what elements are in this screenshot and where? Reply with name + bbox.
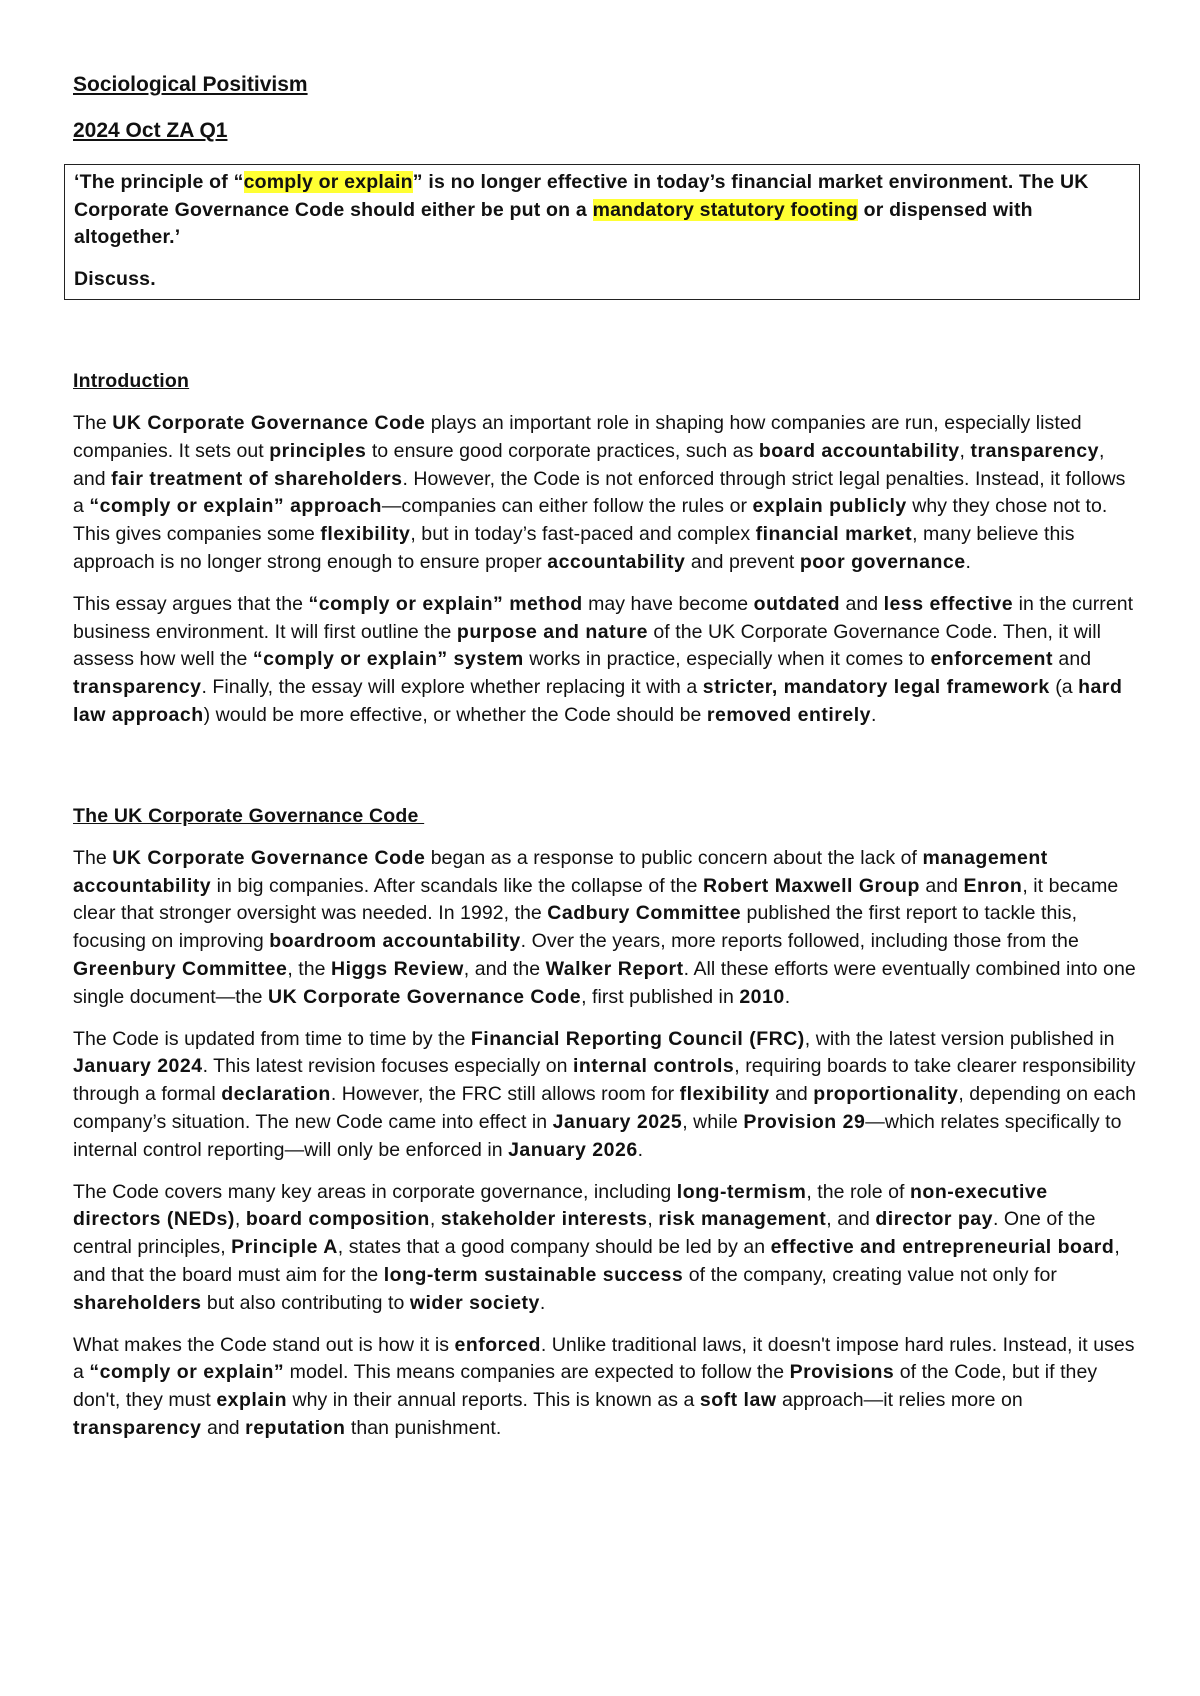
question-text: ‘The principle of “comply or explain” is no longer effective in today’s financial market environment. The UK Corporate Governance Code should either be put on a mandatory statutory footing or dispensed with altogether.’	[74, 171, 1089, 248]
paragraph-code-updates: The Code is updated from time to time by the Financial Reporting Council (FRC), with the latest version published in January 2024. This latest revision focuses especially on internal controls, requiring boards to take clearer responsibility through a formal declaration. However, the FRC still allows room for flexibility and proportionality, depending on each company’s situation. The new Code came into effect in January 2025, while Provision 29—which relates specifically to internal control reporting—will only be enforced in January 2026.	[73, 1027, 1137, 1161]
paragraph-intro-2: This essay argues that the “comply or explain” method may have become outdated and less effective in the current business environment. It will first outline the purpose and nature of the UK Corporate Governance Code. Then, it will assess how well the “comply or explain” system works in practice, especially when it comes to enforcement and transparency. Finally, the essay will explore whether replacing it with a stricter, mandatory legal framework (a hard law approach) would be more effective, or whether the Code should be removed entirely.	[73, 592, 1134, 726]
paragraph-code-history: The UK Corporate Governance Code began as a response to public concern about the lack of management accountability in big companies. After scandals like the collapse of the Robert Maxwell Group and Enron, it became clear that stronger oversight was needed. In 1992, the Cadbury Committee published the first report to tackle this, focusing on improving boardroom accountability. Over the years, more reports followed, including those from the Greenbury Committee, the Higgs Review, and the Walker Report. All these efforts were eventually combined into one single document—the UK Corporate Governance Code, first published in 2010.	[73, 846, 1136, 1008]
question-instruction: Discuss.	[74, 267, 156, 290]
document-title: Sociological Positivism	[73, 73, 308, 96]
question-box	[64, 164, 1140, 300]
section-heading-uk-code: The UK Corporate Governance Code	[73, 804, 425, 827]
highlight-comply-or-explain: comply or explain	[243, 171, 413, 193]
paragraph-code-areas: The Code covers many key areas in corporate governance, including long-termism, the role of non-executive directors (NEDs), board composition, stakeholder interests, risk management, and director pay. One of the central principles, Principle A, states that a good company should be led by an effective and entrepreneurial board, and that the board must aim for the long-term sustainable success of the company, creating value not only for shareholders but also contributing to wider society.	[73, 1180, 1120, 1314]
question-reference: 2024 Oct ZA Q1	[73, 119, 228, 142]
highlight-mandatory-statutory-footing: mandatory statutory footing	[592, 198, 858, 221]
paragraph-intro-1: The UK Corporate Governance Code plays an important role in shaping how companies are run, especially listed companies. It sets out principles to ensure good corporate practices, such as board accountability, transparency, and fair treatment of shareholders. However, the Code is not enforced through strict legal penalties. Instead, it follows a “comply or explain” approach—companies can either follow the rules or explain publicly why they chose not to. This gives companies some flexibility, but in today’s fast-paced and complex financial market, many believe this approach is no longer strong enough to ensure proper accountability and prevent poor governance.	[73, 412, 1126, 573]
section-heading-introduction: Introduction	[73, 370, 190, 392]
paragraph-code-enforcement: What makes the Code stand out is how it is enforced. Unlike traditional laws, it doesn't impose hard rules. Instead, it uses a “comply or explain” model. This means companies are expected to follow the Provisions of the Code, but if they don't, they must explain why in their annual reports. This is known as a soft law approach—it relies more on transparency and reputation than punishment.	[73, 1333, 1135, 1439]
